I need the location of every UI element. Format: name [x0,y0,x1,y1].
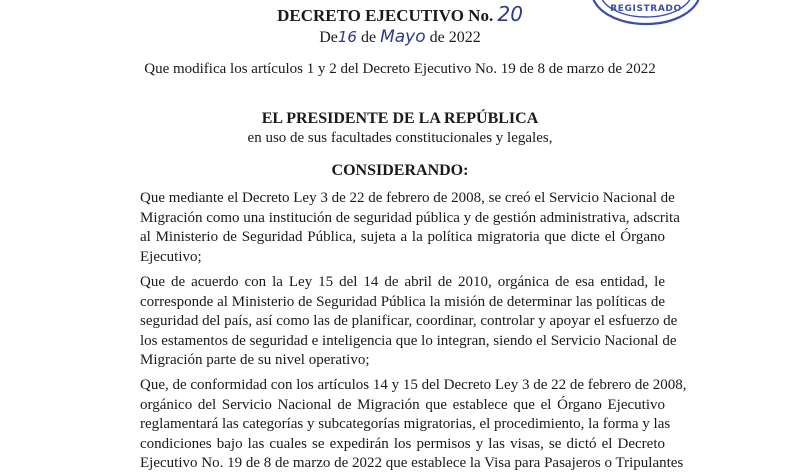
paragraph-line: los estamentos de seguridad e inteligencia que lo integran, siendo el Servicio Nacional de [140,332,677,349]
decree-date-line [0,27,800,48]
paragraph-line: corresponde al Ministerio de Seguridad Pública la misión de determinar las políticas de [140,293,665,310]
decree-subtitle: Que modifica los artículos 1 y 2 del Decreto Ejecutivo No. 19 de 8 de marzo de 2022 [144,61,656,77]
date-prefix: De [319,29,338,46]
paragraph-line: Que de acuerdo con la Ley 15 del 14 de abril de 2010, orgánica de esa entidad, le [140,274,665,290]
paragraph-line: Que mediante el Decreto Ley 3 de 22 de febrero de 2008, se creó el Servicio Nacional de [140,190,675,206]
paragraph-line: reglamentará las categorías y subcategorías migratorias, el procedimiento, la forma y las [140,416,671,432]
president-title: EL PRESIDENTE DE LA REPÚBLICA [261,110,539,127]
date-month: Mayo [380,27,426,47]
paragraph-line: condiciones bajo las cuales se expedirán los permisos y las visas, se dictó el Decreto [140,435,665,452]
paragraph-line: Ejecutivo No. 19 de 8 de marzo de 2022 que establece la Visa para Pasajeros o Tripulantes [140,455,684,471]
date-day: 16 [337,28,357,46]
paragraph-line: al Ministerio de Seguridad Pública, sujeta a la política migratoria que dicte el Órgano [140,229,665,245]
paragraph-line: seguridad del país, así como las de planificar, coordinar, controlar y apoyar el esfuerzo de [140,313,678,329]
decree-title: DECRETO EJECUTIVO No. [277,6,494,25]
paragraph-3 [140,376,687,474]
paragraph-2 [140,273,678,371]
paragraph-line: orgánico del Servicio Nacional de Migración que establece que el Órgano Ejecutivo [140,396,665,413]
decree-number: 20 [497,2,523,26]
paragraph-line: Migración parte de su nivel operativo; [140,352,370,368]
considerando-heading: CONSIDERANDO: [331,162,469,179]
decree-title-line [0,3,800,27]
date-de: de [360,29,377,46]
paragraph-line: Ejecutivo; [140,248,202,265]
paragraph-1 [140,189,680,267]
president-subtitle: en uso de sus facultades constitucionales y legales, [247,130,553,146]
svg-text:REGISTRADO: REGISTRADO [610,4,682,14]
paragraph-line: Que, de conformidad con los artículos 14 y 15 del Decreto Ley 3 de 22 de febrero de 2008, [140,377,687,393]
paragraph-line: Migración como una institución de seguridad pública y de gestión administrativa, adscrita [140,209,680,226]
date-year: de 2022 [429,29,481,46]
